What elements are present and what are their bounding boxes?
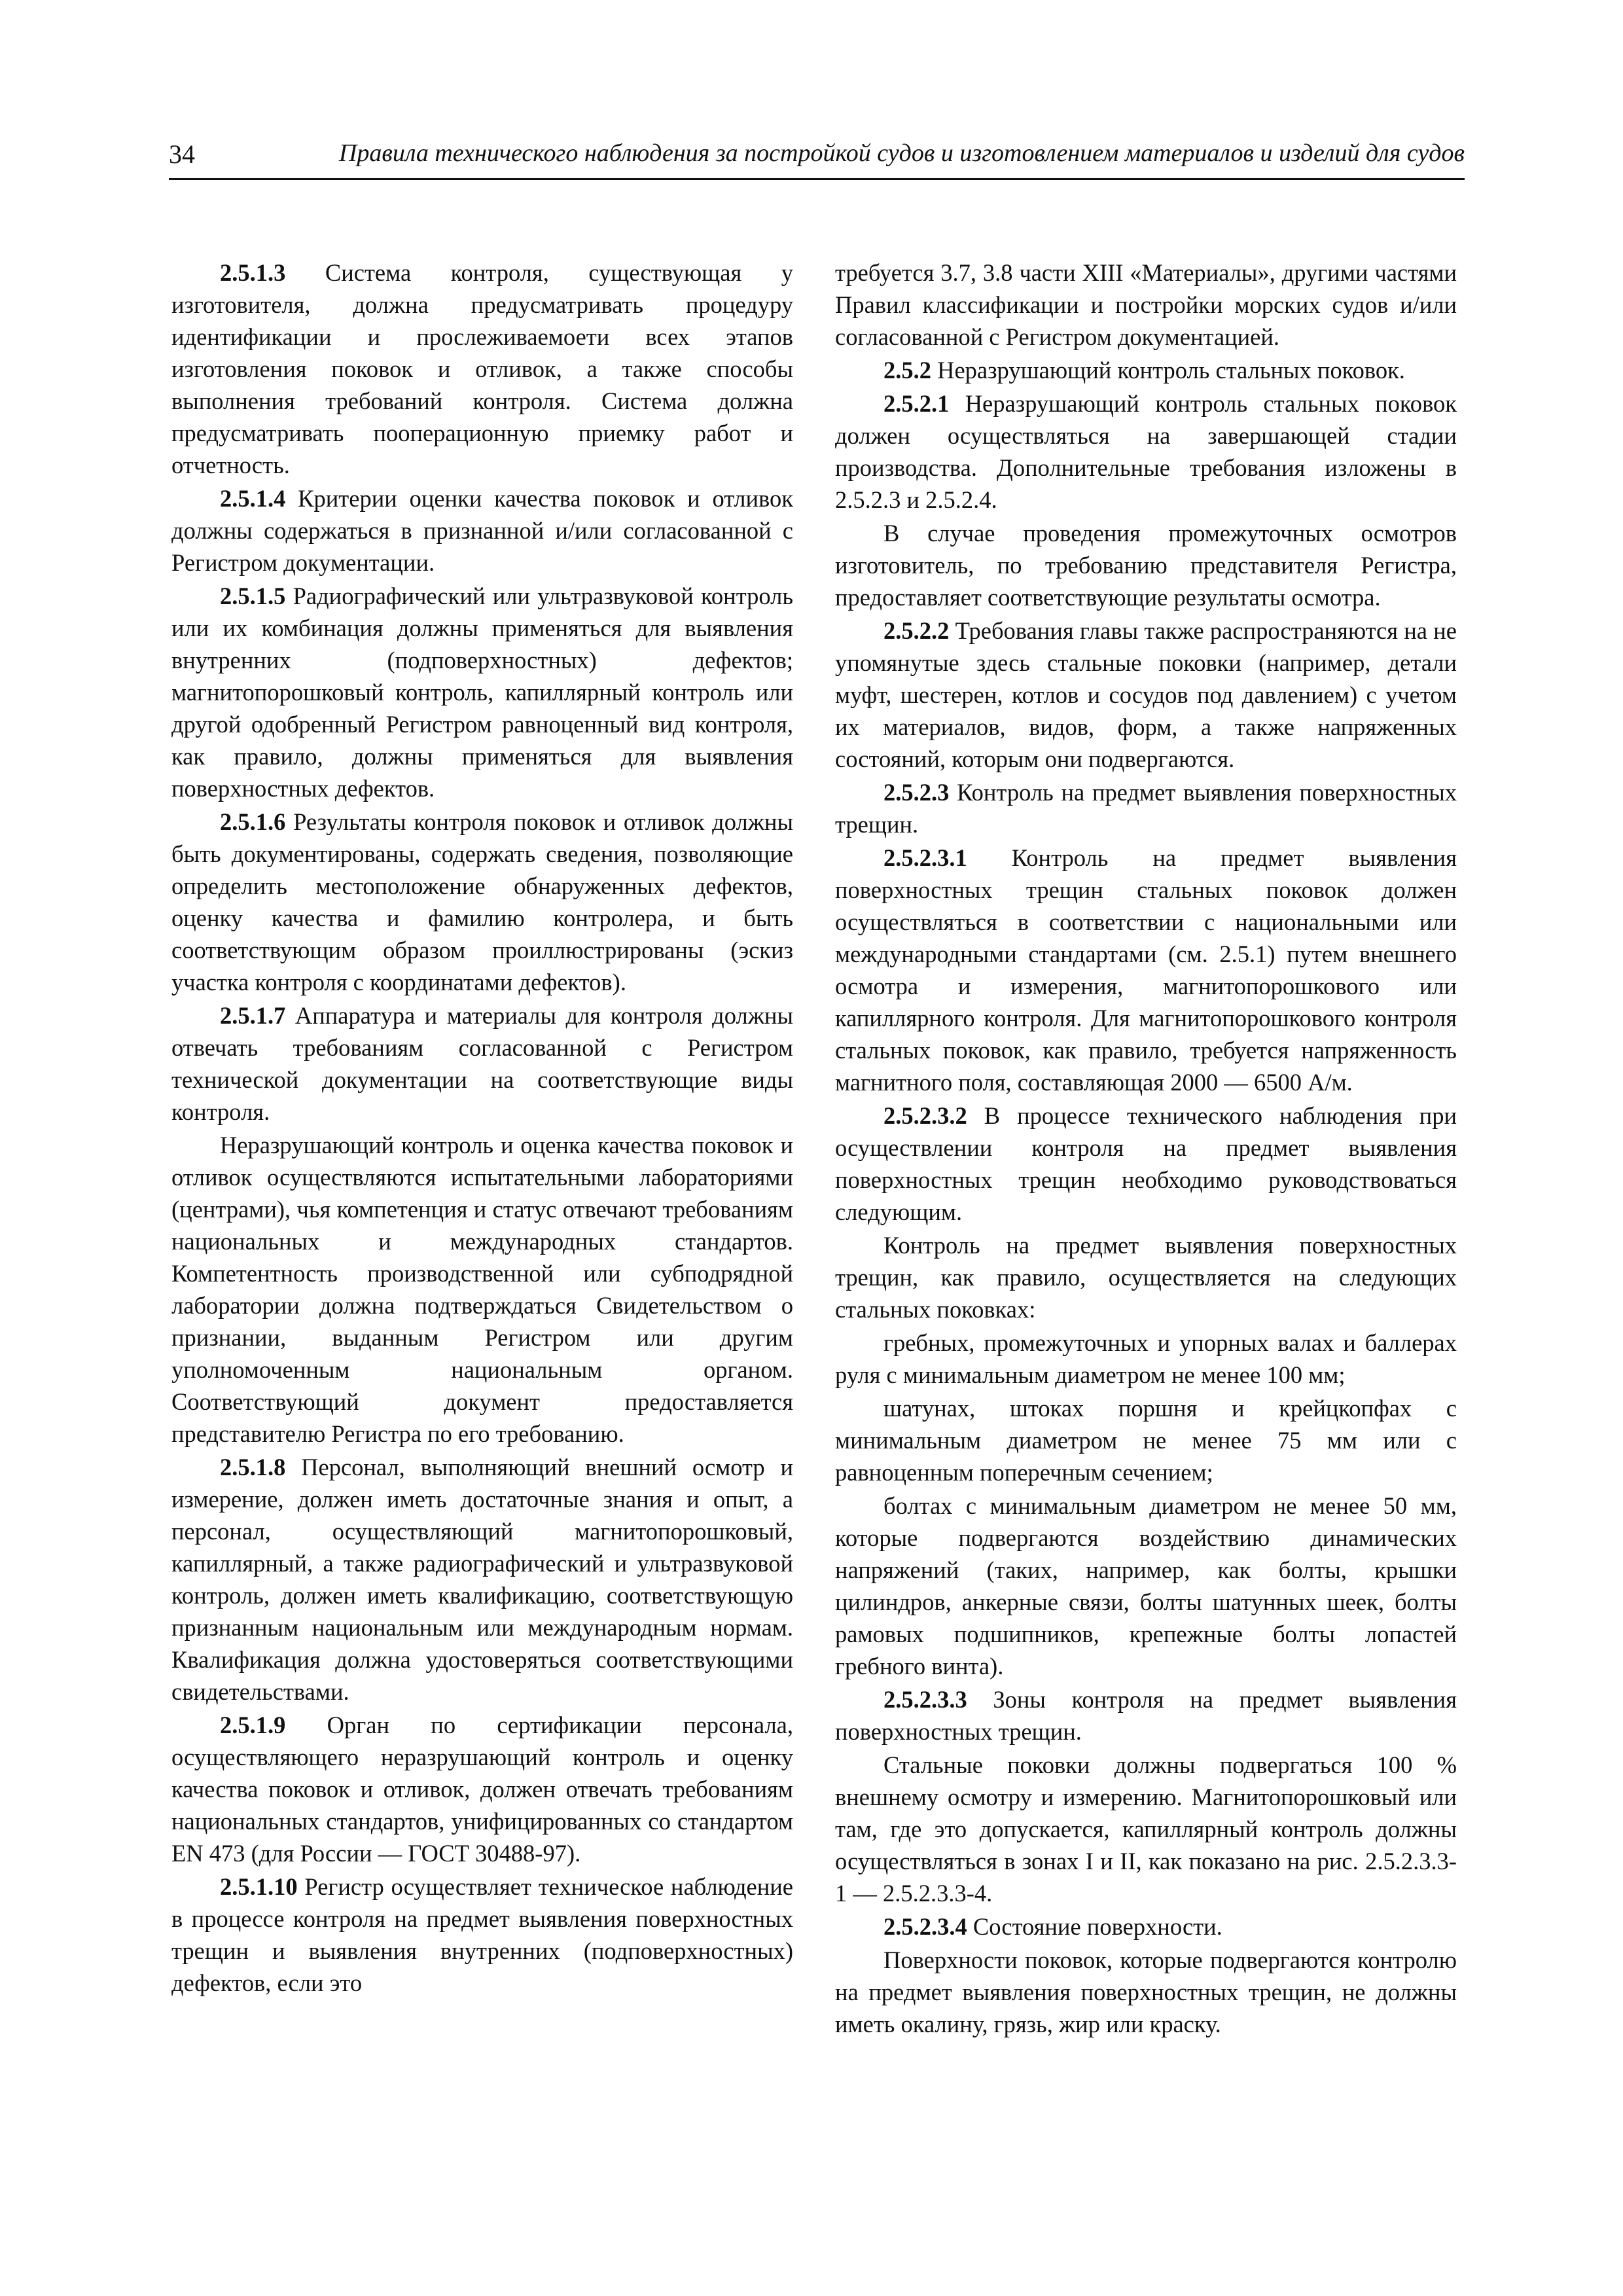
clause-number: 2.5.2.3.4: [883, 1913, 967, 1940]
paragraph-text: Неразрушающий контроль стальных поковок должен осуществляться на завершающей стадии производства. Дополнительные требования изложены в 2.5.2.3 и 2.5.2.4.: [835, 390, 1457, 513]
paragraph: [835, 1327, 1457, 1391]
paragraph: [835, 387, 1457, 516]
paragraph: [171, 482, 793, 579]
header-rule: [169, 178, 1465, 180]
paragraph-text: Персонал, выполняющий внешний осмотр и измерение, должен иметь достаточные знания и опыт, а персонал, осуществляющий магнитопорошковый, капиллярный, а также радиографический и ультразвуковой контроль, должен иметь квалификацию, соответствующую признанным национальным или международным нормам. Квалификация должна удостоверяться соответствующими свидетельствами.: [171, 1454, 793, 1705]
paragraph-text: Неразрушающий контроль и оценка качества поковок и отливок осуществляются испытательными лабораториями (центрами), чья компетенция и статус отвечают требованиям национальных и международных стандартов. Компетентность производственной или субподрядной лаборатории должна подтверждаться Свидетельством о признании, выданным Регистром или другим уполномоченным национальным органом. Соответствующий документ предоставляется представителю Регистра по его требованию.: [171, 1132, 793, 1447]
clause-number: 2.5.1.7: [220, 1002, 286, 1029]
clause-number: 2.5.2: [883, 357, 931, 384]
paragraph-text: Неразрушающий контроль стальных поковок.: [931, 357, 1405, 384]
clause-number: 2.5.1.8: [220, 1454, 286, 1480]
paragraph-text: болтах с минимальным диаметром не менее 50 мм, которые подвергаются воздействию динамических напряжений (таких, например, как болты, крышки цилиндров, анкерные связи, болты шатунных шеек, болты рамовых подшипников, крепежные болты лопастей гребного винта).: [835, 1492, 1457, 1679]
paragraph: [171, 580, 793, 804]
clause-number: 2.5.2.1: [883, 390, 950, 417]
page-header: [169, 139, 1465, 178]
paragraph: [835, 1392, 1457, 1488]
paragraph-text: В процессе технического наблюдения при осуществлении контроля на предмет выявления поверхностных трещин необходимо руководствоваться следующим.: [835, 1102, 1457, 1225]
paragraph-text: Регистр осуществляет техническое наблюдение в процессе контроля на предмет выявления поверхностных трещин и выявления внутренних (подповерхностных) дефектов, если это: [171, 1873, 793, 1996]
paragraph: [171, 257, 793, 481]
paragraph-text: Контроль на предмет выявления поверхностных трещин.: [835, 779, 1457, 838]
paragraph: [835, 1229, 1457, 1325]
clause-number: 2.5.1.10: [220, 1873, 298, 1900]
right-column: [835, 257, 1457, 2041]
paragraph-text: требуется 3.7, 3.8 части XIII «Материалы», другими частями Правил классификации и постройки морских судов и/или согласованной с Регистром документацией.: [835, 259, 1457, 350]
paragraph: [835, 1944, 1457, 2040]
paragraph: [835, 1490, 1457, 1682]
paragraph-text: шатунах, штоках поршня и крейцкопфах с минимальным диаметром не менее 75 мм или с равноценным поперечным сечением;: [835, 1395, 1457, 1486]
paragraph-text: Аппаратура и материалы для контроля должны отвечать требованиям согласованной с Регистром технической документации на соответствующие виды контроля.: [171, 1002, 793, 1125]
clause-number: 2.5.1.3: [220, 259, 286, 286]
paragraph: [835, 842, 1457, 1098]
paragraph-text: Состояние поверхности.: [967, 1913, 1222, 1940]
clause-number: 2.5.1.4: [220, 485, 286, 512]
paragraph: [835, 615, 1457, 775]
paragraph: [171, 999, 793, 1128]
paragraph-text: Орган по сертификации персонала, осуществляющего неразрушающий контроль и оценку качества поковок и отливок, должен отвечать требованиям национальных стандартов, унифицированных со стандартом EN 473 (для России — ГОСТ 30488-97).: [171, 1712, 793, 1867]
paragraph: [171, 1129, 793, 1450]
clause-number: 2.5.2.3.2: [883, 1102, 967, 1129]
paragraph: [171, 1871, 793, 1999]
left-column: [171, 257, 793, 2000]
clause-number: 2.5.1.5: [220, 583, 286, 609]
running-title: Правила технического наблюдения за постройкой судов и изготовлением материалов и изделий для судов: [338, 139, 1465, 167]
paragraph-text: Радиографический или ультразвуковой контроль или их комбинация должны применяться для выявления внутренних (подповерхностных) дефектов; магнитопорошковый контроль, капиллярный контроль или другой одобренный Регистром равноценный вид контроля, как правило, должны применяться для выявления поверхностных дефектов.: [171, 583, 793, 802]
paragraph-text: Стальные поковки должны подвергаться 100 % внешнему осмотру и измерению. Магнитопорошковый или там, где это допускается, капиллярный контроль должны осуществляться в зонах I и II, как показано на рис. 2.5.2.3.3-1 — 2.5.2.3.3-4.: [835, 1751, 1457, 1907]
clause-number: 2.5.2.3.1: [883, 844, 967, 871]
clause-number: 2.5.2.3.3: [883, 1686, 967, 1713]
paragraph-text: Контроль на предмет выявления поверхностных трещин стальных поковок должен осуществляться в соответствии с национальными или международными стандартами (см. 2.5.1) путем внешнего осмотра и измерения, магнитопорошкового или капиллярного контроля. Для магнитопорошкового контроля стальных поковок, как правило, требуется напряженность магнитного поля, составляющая 2000 — 6500 А/м.: [835, 844, 1457, 1096]
clause-number: 2.5.1.6: [220, 808, 286, 835]
paragraph: [835, 1100, 1457, 1228]
clause-number: 2.5.1.9: [220, 1712, 286, 1738]
paragraph: [171, 1451, 793, 1708]
paragraph-text: Требования главы также распространяются на не упомянутые здесь стальные поковки (например, детали муфт, шестерен, котлов и сосудов под давлением) с учетом их материалов, видов, форм, а также напряженных состояний, которым они подвергаются.: [835, 617, 1457, 772]
paragraph-text: Система контроля, существующая у изготовителя, должна предусматривать процедуру идентификации и прослеживаемоети всех этапов изготовления поковок и отливок, а также способы выполнения требований контроля. Система должна предусматривать пооперационную приемку работ и отчетность.: [171, 259, 793, 478]
paragraph: [835, 1683, 1457, 1748]
paragraph: [835, 776, 1457, 840]
paragraph: [835, 1749, 1457, 1909]
paragraph: [835, 257, 1457, 353]
paragraph: [835, 354, 1457, 386]
clause-number: 2.5.2.2: [883, 617, 950, 644]
paragraph-text: Критерии оценки качества поковок и отливок должны содержаться в признанной и/или согласованной с Регистром документации.: [171, 485, 793, 576]
clause-number: 2.5.2.3: [883, 779, 950, 806]
page-number: 34: [169, 139, 195, 169]
paragraph-text: Результаты контроля поковок и отливок должны быть документированы, содержать сведения, позволяющие определить местоположение обнаруженных дефектов, оценку качества и фамилию контролера, и быть соответствующим образом проиллюстрированы (эскиз участка контроля с координатами дефектов).: [171, 808, 793, 996]
paragraph-text: гребных, промежуточных и упорных валах и баллерах руля с минимальным диаметром не менее 100 мм;: [835, 1329, 1457, 1388]
paragraph-text: В случае проведения промежуточных осмотров изготовитель, по требованию представителя Регистра, предоставляет соответствующие результаты осмотра.: [835, 520, 1457, 611]
paragraph-text: Контроль на предмет выявления поверхностных трещин, как правило, осуществляется на следующих стальных поковках:: [835, 1232, 1457, 1323]
paragraph-text: Поверхности поковок, которые подвергаются контролю на предмет выявления поверхностных трещин, не должны иметь окалину, грязь, жир или краску.: [835, 1946, 1457, 2037]
paragraph: [171, 806, 793, 998]
paragraph-text: Зоны контроля на предмет выявления поверхностных трещин.: [835, 1686, 1457, 1745]
paragraph: [835, 517, 1457, 613]
paragraph: [171, 1709, 793, 1869]
paragraph: [835, 1910, 1457, 1943]
